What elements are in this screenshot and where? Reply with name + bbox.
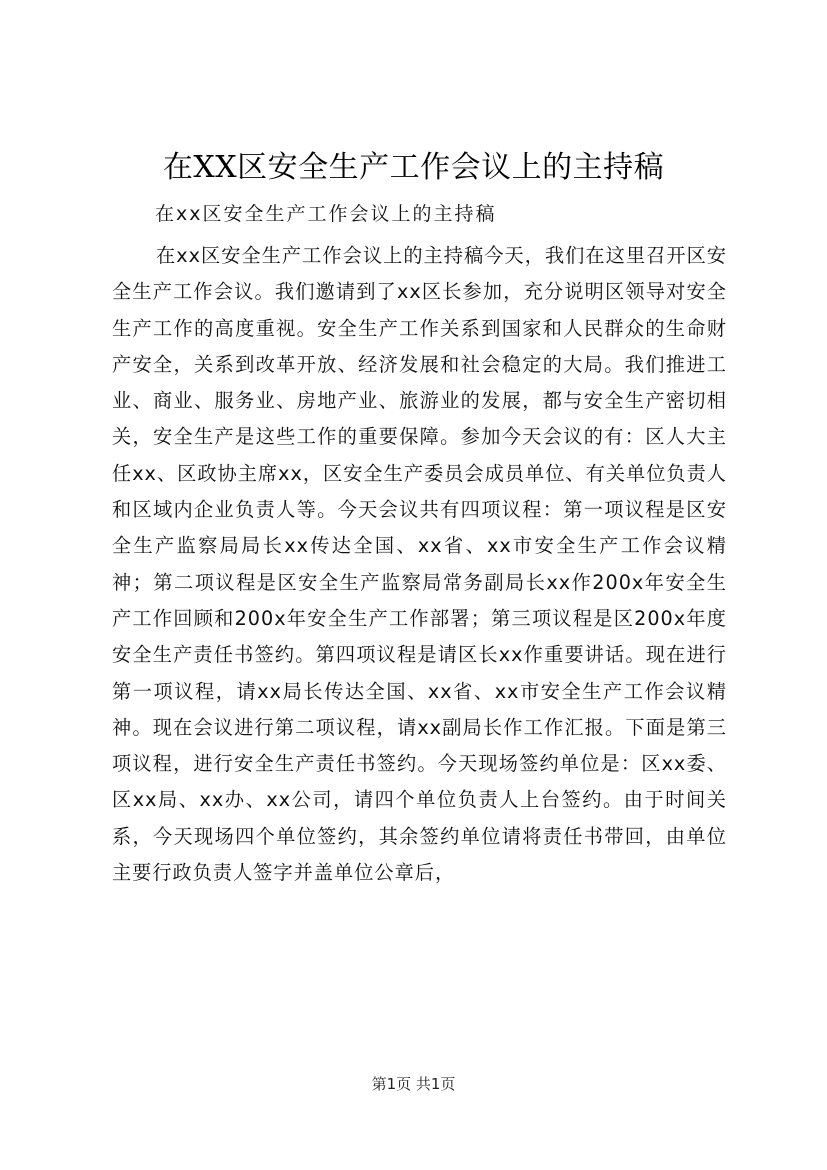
document-title: 在XX区安全生产工作会议上的主持稿	[162, 150, 665, 185]
document-subtitle: 在xx区安全生产工作会议上的主持稿	[155, 203, 497, 225]
page-footer: 第1页 共1页	[371, 1075, 456, 1093]
document-body-paragraph: 在xx区安全生产工作会议上的主持稿今天，我们在这里召开区安全生产工作会议。我们邀请到了xx区长参加，充分说明区领导对安全生产工作的高度重视。安全生产工作关系到国家和人民群众的生命财产安全，关系到改革开放、经济发展和社会稳定的大局。我们推进工业、商业、服务业、房地产业、旅游业的发展，都与安全生产密切相关，安全生产是这些工作的重要保障。参加今天会议的有：区人大主任xx、区政协主席xx，区安全生产委员会成员单位、有关单位负责人和区域内企业负责人等。今天会议共有四项议程：第一项议程是区安全生产监察局局长xx传达全国、xx省、xx市安全生产工作会议精神；第二项议程是区安全生产监察局常务副局长xx作200x年安全生产工作回顾和200x年安全生产工作部署；第三项议程是区200x年度安全生产责任书签约。第四项议程是请区长xx作重要讲话。现在进行第一项议程，请xx局长传达全国、xx省、xx市安全生产工作会议精神。现在会议进行第二项议程，请xx副局长作工作汇报。下面是第三项议程，进行安全生产责任书签约。今天现场签约单位是：区xx委、区xx局、xx办、xx公司，请四个单位负责人上台签约。由于时间关系，今天现场四个单位签约，其余签约单位请将责任书带回，由单位主要行政负责人签字并盖单位公章后，	[112, 244, 727, 885]
